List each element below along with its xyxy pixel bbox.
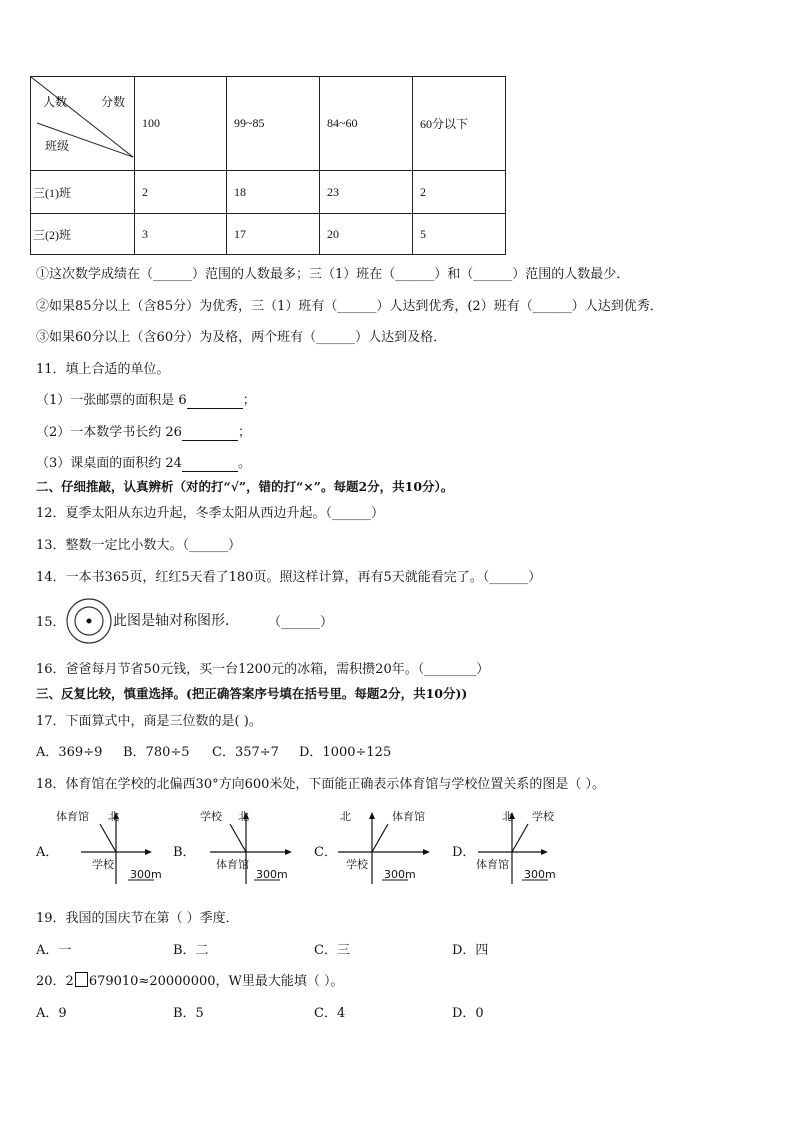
question-17: 17．下面算式中，商是三位数的是( )。 xyxy=(36,714,262,729)
question-19-option-a: A．一 xyxy=(36,943,72,958)
question-11-3 xyxy=(36,452,251,472)
question-20-text: 679010≈20000000，W里最大能填（ ）。 xyxy=(88,974,344,989)
question-18-option-d: D． xyxy=(452,845,476,860)
question-20-option-d: D．0 xyxy=(452,1006,484,1021)
question-20 xyxy=(36,970,344,989)
north-label: 北 xyxy=(238,810,249,823)
question-11-1 xyxy=(36,389,256,409)
scale-label: 300m xyxy=(256,868,288,881)
question-12: 12．夏季太阳从东边升起，冬季太阳从西边升起。（______） xyxy=(36,506,385,521)
question-17-option-a: A．369÷9 xyxy=(36,745,103,760)
section-3-heading: 三、反复比较，慎重选择。(把正确答案序号填在括号里。每题2分，共10分)) xyxy=(36,686,468,701)
answer-line xyxy=(182,456,238,472)
corner-score-label: 分数 xyxy=(101,95,126,109)
table-cell: 3 xyxy=(135,214,227,255)
corner-class-label: 班级 xyxy=(45,139,70,153)
question-18-option-b: B． xyxy=(173,845,196,860)
gym-label: 体育馆 xyxy=(392,810,425,823)
table-cell: 18 xyxy=(227,171,320,214)
north-label: 北 xyxy=(108,810,119,823)
answer-line xyxy=(187,393,243,409)
north-label: 北 xyxy=(340,810,351,823)
table-header-cell: 99~85 xyxy=(227,77,320,171)
table-header-cell: 84~60 xyxy=(320,77,413,171)
scale-label: 300m xyxy=(384,868,416,881)
table-cell: 2 xyxy=(413,171,506,214)
north-label: 北 xyxy=(502,810,513,823)
question-20-option-c: C．4 xyxy=(314,1006,346,1021)
school-label: 学校 xyxy=(200,810,222,823)
table-row xyxy=(31,214,506,255)
question-19: 19．我国的国庆节在第（ ）季度． xyxy=(36,911,239,926)
table-header-cell: 60分以下 xyxy=(413,77,506,171)
table-header-cell: 100 xyxy=(135,77,227,171)
concentric-circles-figure xyxy=(64,596,114,646)
table-cell: 20 xyxy=(320,214,413,255)
table-corner-cell xyxy=(31,77,135,171)
map-diagram-c xyxy=(334,806,434,890)
question-11-2-end: ； xyxy=(237,425,251,440)
question-17-option-c: C．357÷7 xyxy=(212,745,279,760)
question-11-2-text: （2）一本数学书长约 26 xyxy=(36,425,182,440)
question-sub-3: ③如果60分以上（含60分）为及格，两个班有（______）人达到及格． xyxy=(36,330,447,345)
table-row-label: 三(2)班 xyxy=(31,214,135,255)
table-cell: 5 xyxy=(413,214,506,255)
question-11-1-text: （1）一张邮票的面积是 6 xyxy=(36,393,187,408)
map-diagram-d xyxy=(474,806,574,890)
question-19-option-b: B．二 xyxy=(173,943,209,958)
gym-label: 体育馆 xyxy=(476,858,509,871)
question-15-text: 此图是轴对称图形． xyxy=(113,613,239,629)
question-11-3-text: （3）课桌面的面积约 24 xyxy=(36,456,182,471)
question-sub-1: ①这次数学成绩在（______）范围的人数最多；三（1）班在（______）和（______）范围的人数最少． xyxy=(36,267,630,282)
answer-line xyxy=(182,425,238,441)
corner-people-label: 人数 xyxy=(43,95,68,109)
table-cell: 17 xyxy=(227,214,320,255)
corner-diagonal-lines xyxy=(31,77,141,171)
question-15-number: 15． xyxy=(36,615,66,630)
table-cell: 23 xyxy=(320,171,413,214)
section-2-heading: 二、仔细推敲，认真辨析（对的打“√”，错的打“×”。每题2分，共10分）。 xyxy=(36,479,454,494)
question-20-prefix: 20．2 xyxy=(36,974,74,989)
map-diagram-a xyxy=(56,806,162,890)
question-18-option-a: A． xyxy=(36,845,59,860)
scale-label: 300m xyxy=(130,868,162,881)
table-row-label: 三(1)班 xyxy=(31,171,135,214)
question-17-option-b: B．780÷5 xyxy=(123,745,190,760)
table-row xyxy=(31,171,506,214)
score-table xyxy=(30,76,506,255)
question-18: 18．体育馆在学校的北偏西30°方向600米处，下面能正确表示体育馆与学校位置关系的图是（ ）。 xyxy=(36,777,606,792)
question-19-option-d: D．四 xyxy=(452,943,489,958)
question-20-option-b: B．5 xyxy=(173,1006,204,1021)
gym-label: 体育馆 xyxy=(56,810,89,823)
question-19-option-c: C．三 xyxy=(314,943,350,958)
question-11-1-end: ； xyxy=(242,393,256,408)
question-11: 11．填上合适的单位。 xyxy=(36,362,170,377)
gym-label: 体育馆 xyxy=(216,858,249,871)
question-11-3-end: 。 xyxy=(237,456,251,471)
map-diagram-b xyxy=(196,806,296,890)
school-label: 学校 xyxy=(92,858,114,871)
question-15-blank: （______） xyxy=(268,615,334,630)
question-13: 13．整数一定比小数大。（______） xyxy=(36,538,242,553)
question-11-2 xyxy=(36,421,251,441)
school-label: 学校 xyxy=(532,810,554,823)
scale-label: 300m xyxy=(524,868,556,881)
question-14: 14．一本书365页，红红5天看了180页。照这样计算，再有5天就能看完了。（______） xyxy=(36,570,542,585)
question-17-option-d: D．1000÷125 xyxy=(299,745,392,760)
question-18-option-c: C． xyxy=(314,845,337,860)
blank-box xyxy=(75,972,88,987)
table-cell: 2 xyxy=(135,171,227,214)
school-label: 学校 xyxy=(346,858,368,871)
question-16: 16．爸爸每月节省50元钱，买一台1200元的冰箱，需积攒20年。（________） xyxy=(36,662,490,677)
question-20-option-a: A．9 xyxy=(36,1006,67,1021)
question-sub-2: ②如果85分以上（含85分）为优秀，三（1）班有（______）人达到优秀，(2）班有（______）人达到优秀． xyxy=(36,299,663,314)
